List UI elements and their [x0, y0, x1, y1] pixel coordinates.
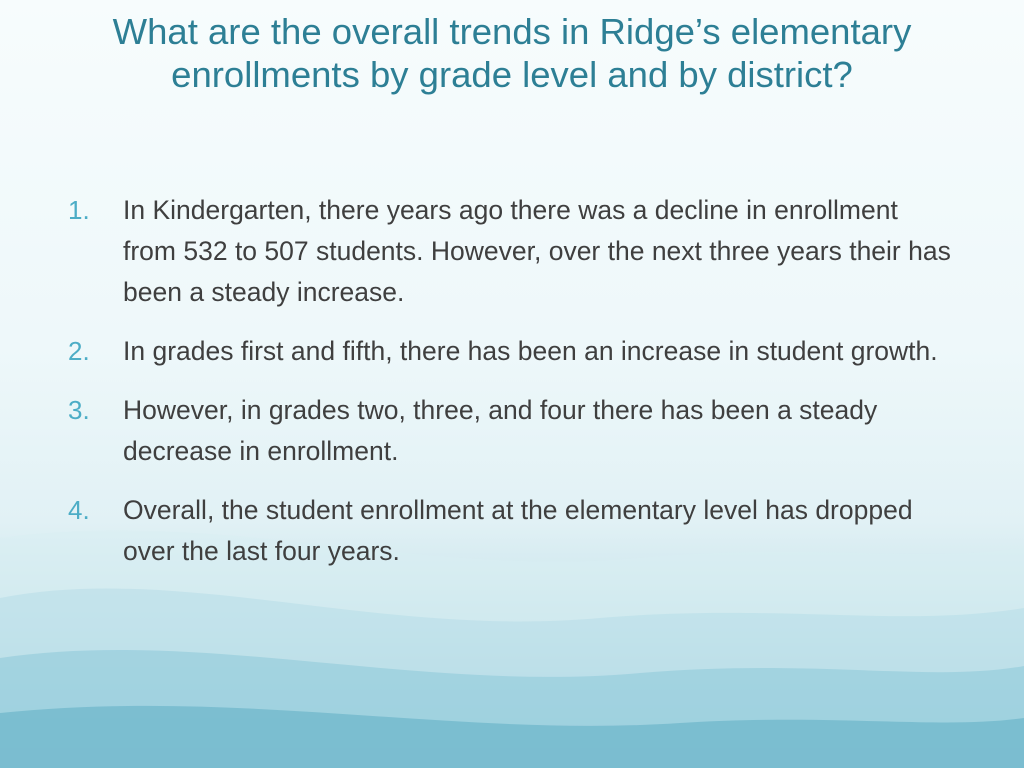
list-item	[68, 490, 958, 572]
list-item-number: 4.	[68, 495, 90, 525]
list-item-number: 2.	[68, 336, 90, 366]
list-item-number: 3.	[68, 395, 90, 425]
list-item-text: In grades first and fifth, there has been an increase in student growth.	[123, 336, 938, 366]
list-item-number: 1.	[68, 195, 90, 225]
list-item	[68, 190, 958, 313]
list-item	[68, 331, 958, 372]
list-item	[68, 390, 958, 472]
slide-title: What are the overall trends in Ridge’s elementary enrollments by grade level and by district?	[112, 11, 912, 95]
list-item-text: Overall, the student enrollment at the elementary level has dropped over the last four years.	[123, 495, 913, 566]
list-item-text: However, in grades two, three, and four there has been a steady decrease in enrollment.	[123, 395, 878, 466]
list-item-text: In Kindergarten, there years ago there was a decline in enrollment from 532 to 507 students. However, over the next three years their has been a steady increase.	[123, 195, 951, 307]
numbered-list	[68, 190, 958, 590]
